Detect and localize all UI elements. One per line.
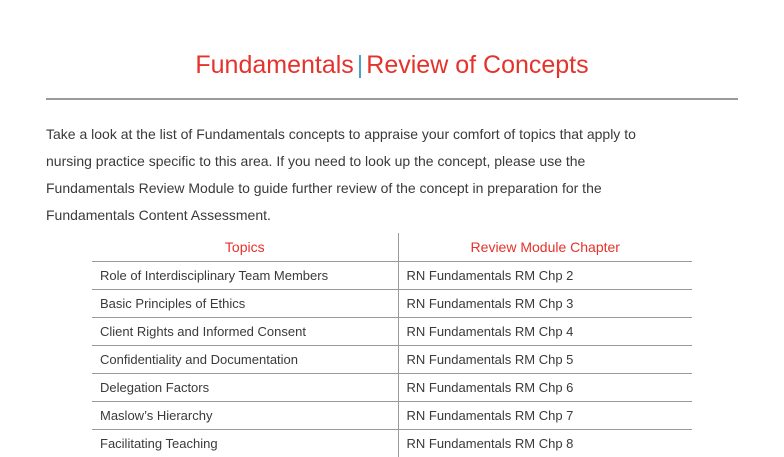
table-row — [92, 374, 692, 402]
table-row — [92, 346, 692, 374]
page-title — [0, 48, 784, 82]
intro-line: nursing practice specific to this area. If you need to look up the concept, please use the — [46, 148, 746, 175]
topic-cell: Client Rights and Informed Consent — [92, 318, 398, 346]
intro-line: Fundamentals Content Assessment. — [46, 202, 746, 229]
title-primary: Fundamentals — [195, 51, 353, 79]
title-divider — [46, 98, 738, 100]
chapter-cell: RN Fundamentals RM Chp 5 — [398, 346, 692, 374]
intro-line: Take a look at the list of Fundamentals concepts to appraise your comfort of topics that apply to — [46, 121, 746, 148]
chapter-cell: RN Fundamentals RM Chp 3 — [398, 290, 692, 318]
table-header-row — [92, 233, 692, 262]
table-row — [92, 318, 692, 346]
topic-cell: Role of Interdisciplinary Team Members — [92, 262, 398, 290]
topic-cell: Maslow’s Hierarchy — [92, 402, 398, 430]
table-row — [92, 430, 692, 457]
chapter-cell: RN Fundamentals RM Chp 7 — [398, 402, 692, 430]
chapter-cell: RN Fundamentals RM Chp 6 — [398, 374, 692, 402]
header-topics: Topics — [92, 233, 398, 262]
topic-cell: Facilitating Teaching — [92, 430, 398, 457]
title-secondary: Review of Concepts — [366, 51, 588, 79]
table-row — [92, 402, 692, 430]
table-row — [92, 290, 692, 318]
title-separator: | — [354, 51, 367, 79]
table-row — [92, 262, 692, 290]
topic-cell: Delegation Factors — [92, 374, 398, 402]
intro-paragraph — [46, 121, 746, 229]
topic-cell: Basic Principles of Ethics — [92, 290, 398, 318]
intro-line: Fundamentals Review Module to guide further review of the concept in preparation for the — [46, 175, 746, 202]
chapter-cell: RN Fundamentals RM Chp 8 — [398, 430, 692, 457]
chapter-cell: RN Fundamentals RM Chp 2 — [398, 262, 692, 290]
topic-cell: Confidentiality and Documentation — [92, 346, 398, 374]
chapter-cell: RN Fundamentals RM Chp 4 — [398, 318, 692, 346]
header-review-module-chapter: Review Module Chapter — [398, 233, 692, 262]
topics-table — [92, 233, 692, 457]
